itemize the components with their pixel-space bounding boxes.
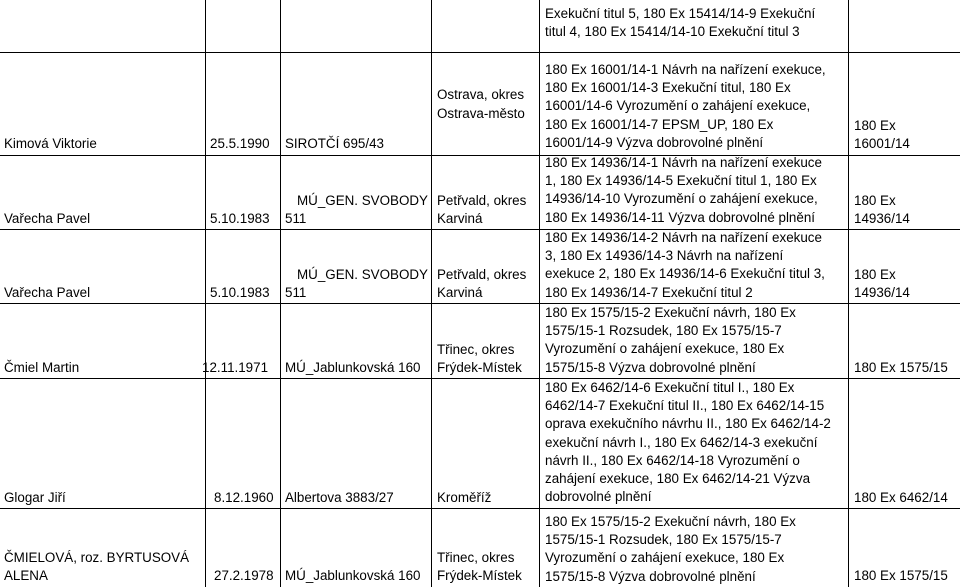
title-line: exekuční návrh I., 180 Ex 6462/14-3 exekuční bbox=[545, 434, 818, 450]
city-cell bbox=[437, 158, 526, 228]
address-cell bbox=[285, 381, 394, 507]
col-divider bbox=[848, 0, 849, 587]
title-line: 180 Ex 16001/14-1 Návrh na nařízení exekuce, bbox=[545, 62, 826, 77]
file-number: 180 Ex 1575/15 bbox=[854, 359, 948, 375]
file-cell bbox=[854, 381, 948, 507]
city-line: Petřvald, okres bbox=[437, 266, 527, 282]
title-line: návrh II., 180 Ex 6462/14-18 Vyrozumění o bbox=[545, 452, 800, 468]
file-number: 180 Ex 1575/15 bbox=[854, 567, 948, 583]
city-cell bbox=[437, 56, 525, 153]
row-divider bbox=[0, 508, 960, 509]
address-cell bbox=[285, 56, 384, 153]
col-divider bbox=[205, 0, 206, 587]
titles-cell bbox=[545, 513, 796, 586]
city-line: Karviná bbox=[437, 284, 483, 300]
text-line: titul 4, 180 Ex 15414/14-10 Exekuční titul 3 bbox=[545, 24, 800, 40]
city-line: Kroměříž bbox=[437, 489, 492, 505]
birth-date: 5.10.1983 bbox=[210, 210, 270, 226]
birth-date: 5.10.1983 bbox=[210, 284, 270, 300]
address-cell bbox=[285, 158, 428, 228]
debtor-name: ČMIELOVÁ, roz. BYRTUSOVÁ bbox=[4, 549, 190, 565]
title-line: 180 Ex 6462/14-6 Exekuční titul I., 180 Ex bbox=[545, 380, 795, 395]
title-line: 16001/14-6 Vyrozumění o zahájení exekuce, bbox=[545, 98, 811, 114]
title-line: Vyrozumění o zahájení exekuce, 180 Ex bbox=[545, 341, 785, 357]
debtor-name: Kimová Viktorie bbox=[4, 135, 97, 151]
city-line: Karviná bbox=[437, 210, 483, 226]
address-line: MÚ_GEN. SVOBODY bbox=[297, 192, 428, 208]
top-row-titles bbox=[545, 5, 815, 41]
title-line: 3, 180 Ex 14936/14-3 Návrh na nařízení bbox=[545, 248, 784, 264]
file-cell bbox=[854, 306, 948, 377]
title-line: Vyrozumění o zahájení exekuce, 180 Ex bbox=[545, 550, 785, 566]
birth-cell bbox=[210, 56, 270, 153]
title-line: 14936/14-10 Vyrozumění o zahájení exekuce, bbox=[545, 191, 818, 207]
text-line: Exekuční titul 5, 180 Ex 15414/14-9 Exekuční bbox=[545, 6, 816, 21]
titles-cell bbox=[545, 154, 822, 227]
debtor-name: ALENA bbox=[4, 567, 48, 583]
address-cell bbox=[285, 511, 420, 585]
birth-cell bbox=[210, 232, 270, 302]
address-line: 511 bbox=[285, 210, 307, 226]
file-number: 180 Ex bbox=[854, 117, 896, 133]
address-cell bbox=[285, 232, 428, 302]
city-line: Frýdek-Místek bbox=[437, 567, 522, 583]
birth-cell bbox=[214, 511, 274, 585]
city-cell bbox=[437, 511, 522, 585]
birth-cell bbox=[202, 306, 268, 377]
title-line: 1575/15-1 Rozsudek, 180 Ex 1575/15-7 bbox=[545, 532, 782, 548]
debtor-name: Vařecha Pavel bbox=[4, 210, 91, 226]
col-divider bbox=[280, 0, 281, 587]
title-line: zahájení exekuce, 180 Ex 6462/14-21 Výzva bbox=[545, 471, 811, 487]
city-cell bbox=[437, 381, 491, 507]
titles-cell bbox=[545, 229, 825, 302]
file-number: 180 Ex bbox=[854, 192, 896, 208]
file-number: 14936/14 bbox=[854, 284, 910, 300]
title-line: 180 Ex 16001/14-3 Exekuční titul, 180 Ex bbox=[545, 80, 791, 96]
title-line: 180 Ex 16001/14-7 EPSM_UP, 180 Ex bbox=[545, 116, 774, 132]
titles-cell bbox=[545, 304, 796, 377]
col-divider bbox=[431, 0, 432, 587]
address-line: SIROTČÍ 695/43 bbox=[285, 135, 384, 151]
city-cell bbox=[437, 232, 526, 302]
birth-date: 12.11.1971 bbox=[202, 359, 269, 375]
file-number: 180 Ex bbox=[854, 266, 896, 282]
name-cell bbox=[4, 511, 189, 585]
file-number: 14936/14 bbox=[854, 210, 910, 226]
debtor-name: Vařecha Pavel bbox=[4, 284, 91, 300]
row-divider bbox=[0, 303, 960, 304]
city-line: Frýdek-Místek bbox=[437, 359, 522, 375]
file-cell bbox=[854, 511, 948, 585]
title-line: 180 Ex 14936/14-11 Výzva dobrovolné plnění bbox=[545, 209, 815, 225]
debtor-name: Glogar Jiří bbox=[4, 489, 66, 505]
city-cell bbox=[437, 306, 522, 377]
address-line: MÚ_Jablunkovská 160 bbox=[285, 567, 421, 583]
col-divider bbox=[539, 0, 540, 587]
birth-date: 25.5.1990 bbox=[210, 135, 270, 151]
title-line: 1, 180 Ex 14936/14-5 Exekuční titul 1, 180 Ex bbox=[545, 173, 817, 189]
title-line: 180 Ex 14936/14-2 Návrh na nařízení exekuce bbox=[545, 230, 822, 245]
city-line: Třinec, okres bbox=[437, 549, 515, 565]
city-line: Ostrava-město bbox=[437, 105, 525, 121]
name-cell bbox=[4, 56, 97, 153]
title-line: 180 Ex 1575/15-2 Exekuční návrh, 180 Ex bbox=[545, 514, 796, 529]
file-number: 16001/14 bbox=[854, 135, 910, 151]
address-line: MÚ_Jablunkovská 160 bbox=[285, 359, 421, 375]
titles-cell bbox=[545, 379, 831, 506]
title-line: 6462/14-7 Exekuční titul II., 180 Ex 6462/14-15 bbox=[545, 398, 825, 414]
birth-cell bbox=[210, 158, 270, 228]
birth-cell bbox=[214, 381, 274, 507]
debtor-name: Čmiel Martin bbox=[4, 359, 80, 375]
name-cell bbox=[4, 158, 90, 228]
row-divider bbox=[0, 52, 960, 53]
title-line: 180 Ex 14936/14-7 Exekuční titul 2 bbox=[545, 284, 753, 300]
file-cell bbox=[854, 56, 910, 153]
city-line: Petřvald, okres bbox=[437, 192, 527, 208]
title-line: 180 Ex 1575/15-2 Exekuční návrh, 180 Ex bbox=[545, 305, 796, 320]
city-line: Třinec, okres bbox=[437, 341, 515, 357]
name-cell bbox=[4, 381, 66, 507]
title-line: oprava exekučního návrhu II., 180 Ex 6462/14-2 bbox=[545, 416, 831, 432]
name-cell bbox=[4, 306, 79, 377]
birth-date: 8.12.1960 bbox=[214, 489, 274, 505]
address-cell bbox=[285, 306, 420, 377]
address-line: MÚ_GEN. SVOBODY bbox=[297, 266, 428, 282]
title-line: 180 Ex 14936/14-1 Návrh na nařízení exekuce bbox=[545, 155, 822, 170]
address-line: Albertova 3883/27 bbox=[285, 489, 394, 505]
birth-date: 27.2.1978 bbox=[214, 567, 274, 583]
title-line: exekuce 2, 180 Ex 14936/14-6 Exekuční titul 3, bbox=[545, 266, 825, 282]
address-line: 511 bbox=[285, 284, 307, 300]
name-cell bbox=[4, 232, 90, 302]
file-cell bbox=[854, 232, 910, 302]
titles-cell bbox=[545, 61, 826, 152]
title-line: 1575/15-1 Rozsudek, 180 Ex 1575/15-7 bbox=[545, 323, 782, 339]
file-number: 180 Ex 6462/14 bbox=[854, 489, 948, 505]
title-line: 1575/15-8 Výzva dobrovolné plnění bbox=[545, 568, 756, 584]
title-line: 16001/14-9 Výzva dobrovolné plnění bbox=[545, 134, 764, 150]
city-line: Ostrava, okres bbox=[437, 87, 525, 103]
title-line: 1575/15-8 Výzva dobrovolné plnění bbox=[545, 359, 756, 375]
title-line: dobrovolné plnění bbox=[545, 489, 652, 505]
file-cell bbox=[854, 158, 910, 228]
